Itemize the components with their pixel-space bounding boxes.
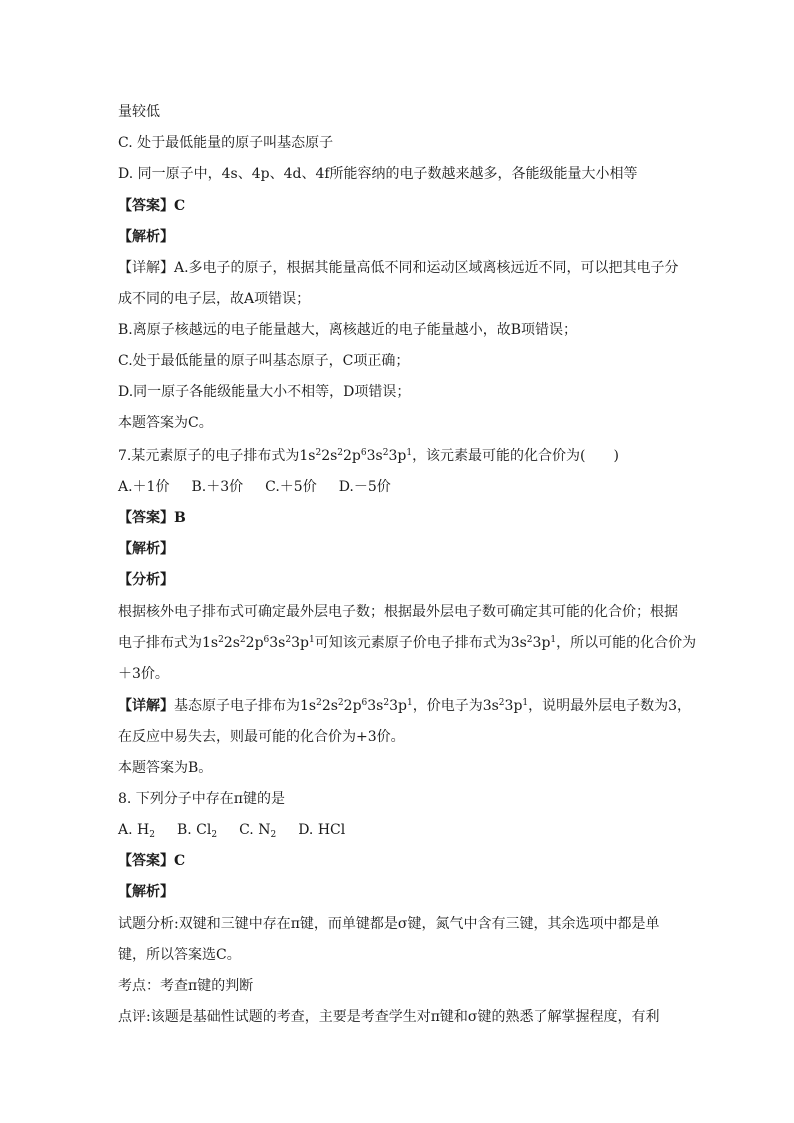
text-segment: ，说明最外层电子数为3， bbox=[528, 698, 692, 714]
text-segment: 基态原子电子排布为 bbox=[174, 698, 300, 714]
subscript: 2 bbox=[270, 830, 277, 840]
question-7: 7.某元素原子的电子排布式为$1s^22s^22p^63s^23p^1$，该元素最可能的化合价为( ) bbox=[118, 448, 619, 464]
text-line: D.同一原子各能级能量大小不相等，D项错误； bbox=[118, 384, 411, 400]
text-line: 本题答案为C。 bbox=[118, 415, 213, 431]
option-d: D.－5价 bbox=[338, 479, 391, 495]
option-c-text: C. N bbox=[239, 822, 271, 838]
text-line: 本题答案为B。 bbox=[118, 760, 213, 776]
question-7-options bbox=[118, 477, 391, 497]
text-line: C.处于最低能量的原子叫基态原子，C项正确； bbox=[118, 353, 410, 369]
option-b-text: B. Cl bbox=[176, 822, 212, 838]
option-c: C. 处于最低能量的原子叫基态原子 bbox=[118, 135, 334, 151]
option-a-text: A. H bbox=[118, 822, 150, 838]
option-b bbox=[177, 822, 217, 838]
analysis-label: 【解析】 bbox=[118, 541, 174, 557]
question-8: 8. 下列分子中存在π键的是 bbox=[118, 791, 286, 807]
question-7-suffix: ，该元素最可能的化合价为( ) bbox=[412, 448, 619, 464]
text-line: 电子排布式为$1s^22s^22p^63s^23p^1$可知该元素原子价电子排布式为$3s^23p^1$，所以可能的化合价为 bbox=[118, 635, 697, 651]
option-a: A.＋1价 bbox=[118, 479, 170, 495]
text-segment: 可知该元素原子价电子排布式为 bbox=[314, 635, 511, 651]
answer-label: 【答案】C bbox=[118, 198, 186, 214]
text-line: 点评:该题是基础性试题的考查，主要是考查学生对π键和σ键的熟悉了解掌握程度，有利 bbox=[118, 1009, 660, 1025]
subscript: 2 bbox=[149, 830, 155, 840]
option-a bbox=[118, 822, 155, 838]
text-line: 键，所以答案选C。 bbox=[118, 947, 241, 963]
text-line: 在反应中易失去，则最可能的化合价为+3价。 bbox=[118, 729, 405, 745]
analysis-label: 【解析】 bbox=[118, 884, 174, 900]
analysis-label: 【解析】 bbox=[118, 229, 174, 245]
text-line: 试题分析:双键和三键中存在π键，而单键都是σ键，氮气中含有三键，其余选项中都是单 bbox=[118, 916, 660, 932]
text-line: 【详解】基态原子电子排布为$1s^22s^22p^63s^23p^1$，价电子为$3s^23p^1$，说明最外层电子数为3， bbox=[118, 698, 692, 714]
option-c: C.＋5价 bbox=[265, 479, 317, 495]
option-d: D. 同一原子中，4s、4p、4d、4f所能容纳的电子数越来越多，各能级能量大小相等 bbox=[118, 166, 638, 182]
text-line: B.离原子核越远的电子能量越大，离核越近的电子能量越小，故B项错误； bbox=[118, 322, 578, 338]
text-line: 成不同的电子层，故A项错误； bbox=[118, 291, 311, 307]
text-line: ＋3价。 bbox=[118, 666, 169, 682]
detail-label: 【详解】 bbox=[118, 698, 174, 714]
text-segment: 电子排布式为 bbox=[118, 635, 202, 651]
text-line: 【详解】A.多电子的原子，根据其能量高低不同和运动区域离核远近不同，可以把其电子分 bbox=[118, 260, 679, 276]
question-8-options bbox=[118, 820, 345, 840]
text-line: 考点：考查π键的判断 bbox=[118, 978, 254, 994]
answer-label: 【答案】B bbox=[118, 510, 186, 526]
subscript: 2 bbox=[211, 830, 218, 840]
text-segment: ，价电子为 bbox=[412, 698, 483, 714]
text-line: 根据核外电子排布式可确定最外层电子数；根据最外层电子数可确定其可能的化合价；根据 bbox=[118, 604, 678, 620]
answer-label: 【答案】C bbox=[118, 853, 186, 869]
option-d: D. HCl bbox=[298, 822, 346, 838]
text-line: 量较低 bbox=[118, 104, 160, 120]
option-b: B.＋3价 bbox=[191, 479, 244, 495]
analysis-sub-label: 【分析】 bbox=[118, 572, 174, 588]
text-segment: ，所以可能的化合价为 bbox=[556, 635, 697, 651]
question-7-prefix: 7.某元素原子的电子排布式为 bbox=[118, 448, 300, 464]
option-c bbox=[239, 822, 276, 838]
